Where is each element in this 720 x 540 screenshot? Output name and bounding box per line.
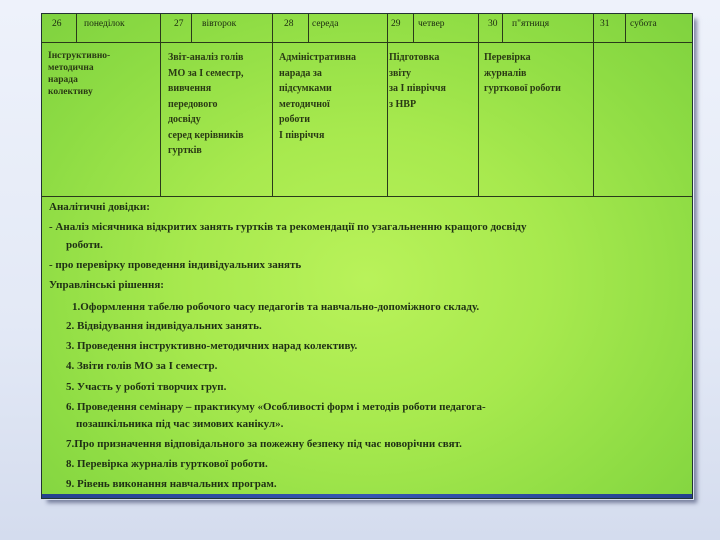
event-line: І півріччя	[279, 129, 325, 141]
date-28: 28	[284, 19, 294, 29]
decision-item: 3. Проведення інструктивно-методичних нарад колективу.	[66, 340, 358, 352]
thursday-event	[389, 50, 446, 112]
decisions-title: Управлінські рішення:	[49, 279, 164, 291]
divider	[413, 14, 414, 42]
bottom-accent-bar	[42, 494, 692, 498]
day-tuesday: вівторок	[202, 19, 237, 29]
divider	[502, 14, 503, 42]
analytics-item: - Аналіз місячника відкритих занять гуртків та рекомендації по узагальненню кращого досвіду	[49, 221, 527, 233]
divider	[272, 14, 273, 42]
event-line: МО за І семестр,	[168, 67, 244, 79]
analytics-item: - про перевірку проведення індивідуальних занять	[49, 259, 302, 271]
day-friday: п"ятниця	[512, 19, 550, 29]
decision-item-cont: позашкільника під час зимових канікул».	[76, 418, 284, 430]
schedule-table	[41, 13, 693, 499]
decision-item: 1.Оформлення табелю робочого часу педагогів та навчально-допоміжного складу.	[72, 301, 480, 313]
analytics-title: Аналітичні довідки:	[49, 201, 150, 213]
tuesday-event	[168, 50, 244, 159]
event-line: Перевірка	[484, 52, 531, 63]
day-saturday: субота	[630, 19, 657, 29]
event-line: вивчення	[168, 83, 212, 94]
event-line: Звіт-аналіз голів	[168, 52, 244, 63]
divider	[308, 14, 309, 42]
event-line: Підготовка	[389, 52, 440, 63]
divider	[160, 14, 161, 42]
event-line: колективу	[48, 87, 93, 97]
divider	[191, 14, 192, 42]
decision-item: 2. Відвідування індивідуальних занять.	[66, 320, 262, 332]
event-line: нарада	[48, 75, 78, 85]
event-line: звіту	[389, 67, 411, 79]
wednesday-event	[279, 50, 356, 143]
divider	[160, 42, 161, 196]
date-31: 31	[600, 19, 610, 29]
event-line: журналів	[484, 67, 527, 79]
event-line: гуртків	[168, 145, 202, 156]
event-line: серед керівників	[168, 129, 244, 141]
divider	[478, 42, 479, 196]
divider	[387, 14, 388, 42]
friday-event	[484, 50, 561, 97]
analytics-item-cont: роботи.	[66, 239, 103, 251]
event-line: нарада за	[279, 67, 322, 79]
day-thursday: четвер	[418, 19, 445, 29]
decision-item: 5. Участь у роботі творчих груп.	[66, 381, 227, 393]
date-27: 27	[174, 19, 184, 29]
divider	[272, 42, 273, 196]
decision-item: 4. Звіти голів МО за І семестр.	[66, 360, 218, 372]
divider	[478, 14, 479, 42]
event-line: за І півріччя	[389, 83, 446, 94]
date-26: 26	[52, 19, 62, 29]
header-row	[42, 14, 692, 43]
notes-section	[42, 197, 692, 494]
event-line: досвіду	[168, 114, 201, 125]
decision-item: 8. Перевірка журналів гурткової роботи.	[66, 458, 268, 470]
decision-item: 9. Рівень виконання навчальних програм.	[66, 478, 277, 490]
day-monday: понеділок	[84, 19, 125, 29]
event-line: роботи	[279, 114, 310, 125]
divider	[593, 42, 594, 196]
divider	[387, 42, 388, 196]
event-line: підсумками	[279, 83, 332, 94]
event-line: передового	[168, 98, 218, 110]
date-29: 29	[391, 19, 401, 29]
monday-event	[48, 50, 110, 98]
event-line: Інструктивно-	[48, 51, 111, 61]
divider	[76, 14, 77, 42]
divider	[593, 14, 594, 42]
events-row	[42, 42, 692, 197]
event-line: методична	[48, 63, 94, 73]
date-30: 30	[488, 19, 498, 29]
decision-item: 7.Про призначення відповідального за пожежну безпеку під час новорічни свят.	[66, 438, 462, 450]
day-wednesday: середа	[312, 19, 339, 29]
divider	[625, 14, 626, 42]
decision-item: 6. Проведення семінару – практикуму «Особливості форм і методів роботи педагога-	[66, 401, 486, 413]
event-line: Адміністративна	[279, 52, 357, 63]
event-line: методичної	[279, 98, 330, 110]
event-line: з НВР	[389, 98, 417, 110]
event-line: гурткової роботи	[484, 83, 561, 94]
